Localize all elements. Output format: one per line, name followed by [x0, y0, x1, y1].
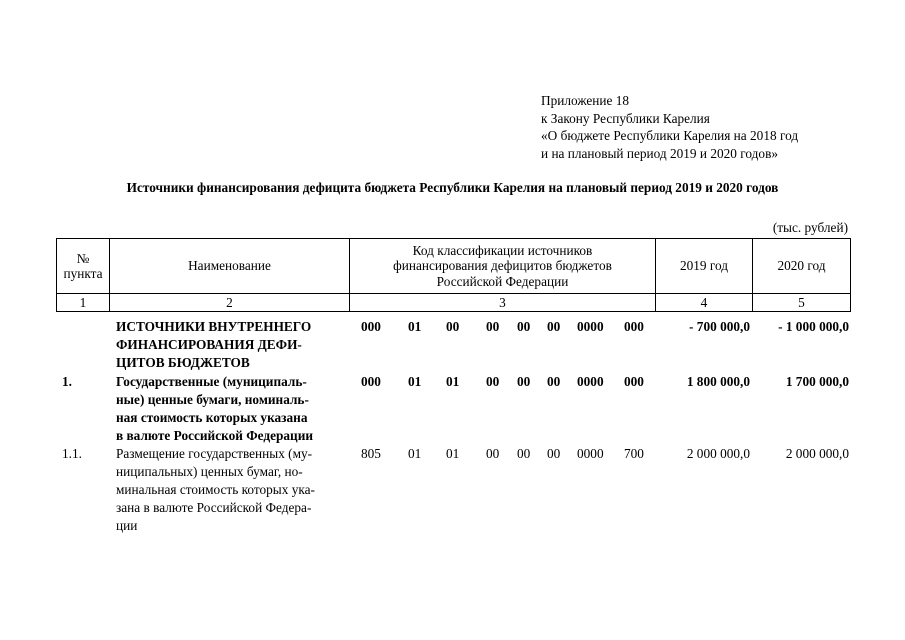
code-program: 0000 [577, 446, 604, 461]
header-name: Наименование [109, 238, 349, 293]
value-2019: 1 800 000,0 [686, 374, 750, 389]
code-program: 0000 [577, 319, 604, 334]
code-kosgu: 700 [624, 446, 644, 461]
code-subarticle: 00 [517, 374, 531, 389]
annex-law-title-2: и на плановый период 2019 и 2020 годов» [541, 145, 778, 161]
code-element: 00 [547, 319, 561, 334]
code-subarticle: 00 [517, 319, 531, 334]
code-admin: 000 [361, 319, 381, 334]
value-2019: 2 000 000,0 [686, 446, 750, 461]
row-number: 1. [62, 374, 72, 389]
units-label: (тыс. рублей) [772, 220, 848, 235]
header-2019: 2019 год [655, 238, 752, 293]
code-group: 01 [408, 374, 422, 389]
code-kosgu: 000 [624, 374, 644, 389]
header-index-1: 1 [56, 293, 109, 312]
document-title: Источники финансирования дефицита бюджета Республики Карелия на плановый период 2019 и 2020 годов [126, 180, 779, 195]
code-program: 0000 [577, 374, 604, 389]
annex-number: Приложение 18 [541, 93, 629, 108]
value-2020: 2 000 000,0 [785, 446, 849, 461]
table-header [56, 238, 851, 312]
row-name: Размещение государственных (му- ниципальных) ценных бумаг, но- минальная стоимость которых ука- зана в валюте Российской Федера- ции [116, 446, 315, 533]
code-article: 00 [486, 374, 500, 389]
code-article: 00 [486, 446, 500, 461]
code-kosgu: 000 [624, 319, 644, 334]
header-index-3: 3 [349, 293, 655, 312]
header-number: № пункта [56, 238, 109, 293]
annex-law-title-1: «О бюджете Республики Карелия на 2018 год [541, 128, 799, 143]
header-index-4: 4 [655, 293, 752, 312]
code-article: 00 [486, 319, 500, 334]
header-2020: 2020 год [752, 238, 851, 293]
header-index-5: 5 [752, 293, 851, 312]
annex-header [541, 92, 798, 162]
code-subgroup: 01 [446, 446, 460, 461]
code-element: 00 [547, 446, 561, 461]
code-group: 01 [408, 319, 422, 334]
row-number: 1.1. [62, 446, 82, 461]
code-group: 01 [408, 446, 422, 461]
row-name: Государственные (муниципаль- ные) ценные бумаги, номиналь- ная стоимость которых указана в валюте Российской Федерации [116, 374, 314, 443]
value-2020: 1 700 000,0 [785, 374, 849, 389]
code-subarticle: 00 [517, 446, 531, 461]
annex-law: к Закону Республики Карелия [541, 110, 710, 126]
value-2020: - 1 000 000,0 [778, 319, 849, 334]
code-admin: 000 [361, 374, 381, 389]
row-name: ИСТОЧНИКИ ВНУТРЕННЕГО ФИНАНСИРОВАНИЯ ДЕФИ- ЦИТОВ БЮДЖЕТОВ [116, 319, 312, 370]
code-subgroup: 00 [446, 319, 460, 334]
value-2019: - 700 000,0 [689, 319, 750, 334]
header-code: Код классификации источников финансирования дефицитов бюджетов Российской Федерации [349, 238, 655, 293]
code-subgroup: 01 [446, 374, 460, 389]
code-admin: 805 [361, 446, 381, 461]
code-element: 00 [547, 374, 561, 389]
header-index-2: 2 [109, 293, 349, 312]
